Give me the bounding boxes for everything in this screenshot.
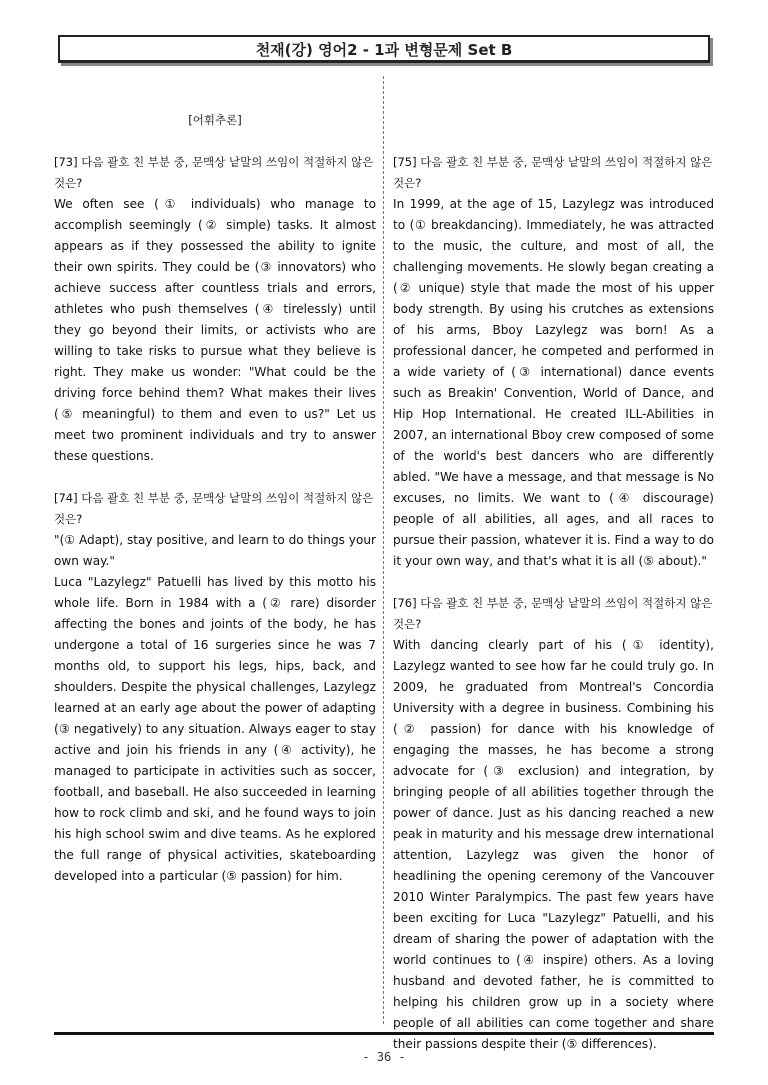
question-75 <box>393 152 714 572</box>
section-label: [어휘추론] <box>188 113 242 127</box>
question-73 <box>54 152 376 467</box>
page-title: 천재(강) 영어2 - 1과 변형문제 Set B <box>58 35 710 63</box>
question-76 <box>393 593 714 1055</box>
column-divider <box>383 76 384 1024</box>
question-motto: "(① Adapt), stay positive, and learn to do things your own way." <box>54 533 376 568</box>
question-passage: With dancing clearly part of his (① identity), Lazylegz wanted to see how far he could truly go. In 2009, he graduated from Montreal's Concordia University with a degree in business. Combining his (② passion) for dance with his knowledge of engaging the masses, he has become a strong advocate for (③ exclusion) and integration, by bringing people of all abilities together through the power of dance. Just as his dancing reached a new peak in maturity and his message drew international attention, Lazylegz was given the honor of headlining the opening ceremony of the Vancouver 2010 Winter Paralympics. The past few years have been exciting for Luca "Lazylegz" Patuelli, and his dream of sharing the power of adaptation with the world continues to (④ inspire) others. As a loving husband and devoted father, he is committed to helping his children grow up in a society where people of all abilities can come together and share their passions despite their (⑤ differences). <box>393 638 714 1051</box>
question-passage: In 1999, at the age of 15, Lazylegz was introduced to (① breakdancing). Immediately, he was attracted to the music, the culture, and most of all, the challenging movements. He slowly began creating a (② unique) style that made the most of his upper body strength. By using his crutches as extensions of his arms, Bboy Lazylegz was born! As a professional dancer, he competed and performed in a wide variety of (③ international) dance events such as Breakin' Convention, World of Dance, and Hip Hop International. He created ILL-Abilities in 2007, an international Bboy crew composed of some of the world's best dancers who are differently abled. "We have a message, and that message is No excuses, no limits. We want to (④ discourage) people of all abilities, all ages, and all races to pursue their passion, whatever it is. Find a way to do it your own way, and that's what it is all (⑤ about)." <box>393 197 714 568</box>
question-passage: Luca "Lazylegz" Patuelli has lived by this motto his whole life. Born in 1984 with a (② rare) disorder affecting the bones and joints of the body, he has undergone a total of 16 surgeries since he was 7 months old, to support his legs, hips, back, and shoulders. Despite the physical challenges, Lazylegz learned at an early age about the power of adapting (③ negatively) to any situation. Always eager to stay active and join his friends in any (④ activity), he managed to participate in activities such as soccer, football, and baseball. He also succeeded in learning how to rock climb and ski, and he found ways to join his high school swim and dive teams. As he explored the full range of physical activities, skateboarding developed into a particular (⑤ passion) for him. <box>54 575 376 883</box>
question-passage: We often see (① individuals) who manage to accomplish seemingly (② simple) tasks. It almost appears as if they possessed the ability to ignite their own spirits. They could be (③ innovators) who achieve success after countless trials and errors, athletes who push themselves (④ tirelessly) until they go beyond their limits, or activists who are willing to take risks to pursue what they believe is right. They make us wonder: "What could be the driving force behind them? What makes their lives (⑤ meaningful) to them and even to us?" Let us meet two prominent individuals and try to answer these questions. <box>54 197 376 463</box>
question-prompt: [75] 다음 괄호 친 부분 중, 문맥상 낱말의 쓰임이 적절하지 않은 것은? <box>393 155 713 190</box>
left-column <box>54 110 376 887</box>
right-column <box>393 152 714 1055</box>
question-prompt: [76] 다음 괄호 친 부분 중, 문맥상 낱말의 쓰임이 적절하지 않은 것은? <box>393 596 713 631</box>
footer-rule <box>54 1032 714 1035</box>
question-74 <box>54 488 376 887</box>
page-number: - 36 - <box>362 1050 406 1064</box>
question-prompt: [74] 다음 괄호 친 부분 중, 문맥상 낱말의 쓰임이 적절하지 않은 것은? <box>54 491 374 526</box>
question-prompt: [73] 다음 괄호 친 부분 중, 문맥상 낱말의 쓰임이 적절하지 않은 것은? <box>54 155 374 190</box>
